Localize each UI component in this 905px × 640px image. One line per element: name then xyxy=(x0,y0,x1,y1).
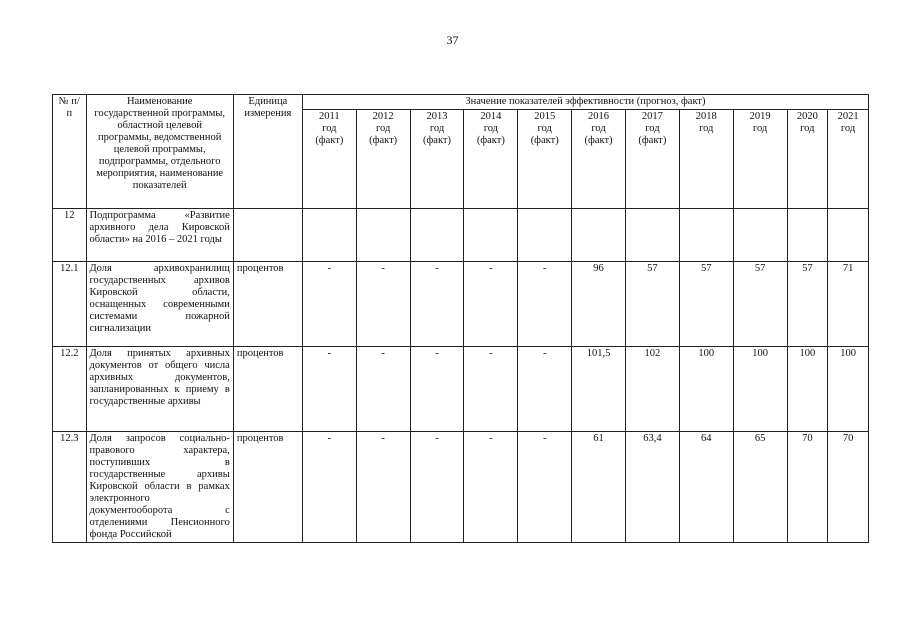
row-value: 57 xyxy=(625,262,679,347)
row-value xyxy=(787,209,828,262)
row-unit: процентов xyxy=(233,432,302,543)
row-value: - xyxy=(356,432,410,543)
year-kind: (факт) xyxy=(638,135,667,146)
row-name: Доля запросов социально-правового характера, поступивших в государственные архивы Кировской области в рамках электронного документооборота с отделениями Пенсионного фонда Российской xyxy=(86,432,233,543)
row-value: 57 xyxy=(733,262,787,347)
row-value: 100 xyxy=(787,347,828,432)
year-label: 2015 xyxy=(534,111,556,122)
row-value: 63,4 xyxy=(625,432,679,543)
row-value: 100 xyxy=(679,347,733,432)
header-group: Значение показателей эффективности (прогноз, факт) xyxy=(302,95,868,110)
header-year-cell xyxy=(828,110,869,209)
row-value: 65 xyxy=(733,432,787,543)
year-label: 2013 xyxy=(426,111,448,122)
header-year-cell xyxy=(625,110,679,209)
row-value xyxy=(464,209,518,262)
row-value: - xyxy=(356,347,410,432)
year-label: 2014 xyxy=(480,111,502,122)
row-value xyxy=(679,209,733,262)
year-label: 2011 xyxy=(319,111,340,122)
row-value xyxy=(733,209,787,262)
header-year-cell xyxy=(464,110,518,209)
row-value: - xyxy=(410,347,464,432)
row-value xyxy=(356,209,410,262)
year-label: 2018 xyxy=(695,111,717,122)
row-unit: процентов xyxy=(233,262,302,347)
row-name: Доля принятых архивных документов от общего числа архивных документов, запланированных к приему в государственные архивы xyxy=(86,347,233,432)
header-year-cell xyxy=(356,110,410,209)
year-kind: (факт) xyxy=(315,135,344,146)
row-value: - xyxy=(302,432,356,543)
row-value: 70 xyxy=(828,432,869,543)
header-year-cell xyxy=(410,110,464,209)
year-kind: (факт) xyxy=(584,135,613,146)
table-row xyxy=(53,432,869,543)
row-value: 100 xyxy=(828,347,869,432)
row-value: - xyxy=(518,262,572,347)
header-year-cell xyxy=(572,110,626,209)
row-unit xyxy=(233,209,302,262)
row-num: 12.2 xyxy=(53,347,87,432)
row-value: 70 xyxy=(787,432,828,543)
header-year-cell xyxy=(787,110,828,209)
year-sub: год xyxy=(376,123,391,134)
year-sub: год xyxy=(537,123,552,134)
row-value: - xyxy=(518,432,572,543)
year-sub: год xyxy=(645,123,660,134)
year-label: 2012 xyxy=(372,111,394,122)
header-year-cell xyxy=(518,110,572,209)
row-value: 71 xyxy=(828,262,869,347)
year-label: 2019 xyxy=(749,111,771,122)
year-sub: год xyxy=(322,123,337,134)
row-value: - xyxy=(410,432,464,543)
header-year-cell xyxy=(733,110,787,209)
row-value: 96 xyxy=(572,262,626,347)
row-value: 101,5 xyxy=(572,347,626,432)
year-sub: год xyxy=(483,123,499,134)
row-value: - xyxy=(302,347,356,432)
row-value: 61 xyxy=(572,432,626,543)
year-sub: год xyxy=(429,123,445,134)
table-row xyxy=(53,262,869,347)
row-name: Подпрограмма «Развитие архивного дела Кировской области» на 2016 – 2021 годы xyxy=(86,209,233,262)
row-value: - xyxy=(410,262,464,347)
row-value xyxy=(625,209,679,262)
year-kind: (факт) xyxy=(369,135,398,146)
year-sub: год xyxy=(800,123,815,134)
row-value: - xyxy=(464,432,518,543)
row-num: 12.3 xyxy=(53,432,87,543)
row-value: 64 xyxy=(679,432,733,543)
header-unit: Единица измерения xyxy=(233,95,302,209)
row-value: - xyxy=(464,347,518,432)
year-sub: год xyxy=(699,123,714,134)
page-number: 37 xyxy=(446,33,459,47)
header-year-cell xyxy=(679,110,733,209)
row-num: 12.1 xyxy=(53,262,87,347)
year-kind: (факт) xyxy=(530,135,559,146)
year-label: 2016 xyxy=(588,111,610,122)
year-kind: (факт) xyxy=(476,135,505,146)
row-value: 57 xyxy=(787,262,828,347)
year-sub: год xyxy=(591,123,606,134)
row-name: Доля архивохранилищ государственных архивов Кировской области, оснащенных современными системами пожарной сигнализации xyxy=(86,262,233,347)
row-value: - xyxy=(356,262,410,347)
row-value: 100 xyxy=(733,347,787,432)
row-num: 12 xyxy=(53,209,87,262)
row-value: - xyxy=(464,262,518,347)
table-row xyxy=(53,347,869,432)
header-name: Наименование государственной программы, областной целевой программы, ведомственной целевой программы, подпрограммы, отдельного мероприятия, наименование показателей xyxy=(86,95,233,209)
year-sub: год xyxy=(840,123,856,134)
year-kind: (факт) xyxy=(423,135,452,146)
row-value xyxy=(572,209,626,262)
row-value xyxy=(518,209,572,262)
row-value xyxy=(302,209,356,262)
header-num: № п/п xyxy=(53,95,87,209)
year-label: 2020 xyxy=(796,111,818,122)
row-value: - xyxy=(302,262,356,347)
year-sub: год xyxy=(752,123,768,134)
row-value: 102 xyxy=(625,347,679,432)
header-year-cell xyxy=(302,110,356,209)
row-value xyxy=(828,209,869,262)
performance-indicators-table xyxy=(52,94,869,543)
header-row-top xyxy=(53,95,869,110)
year-label: 2021 xyxy=(837,111,859,122)
row-value: - xyxy=(518,347,572,432)
table-row xyxy=(53,209,869,262)
year-label: 2017 xyxy=(641,111,663,122)
row-value: 57 xyxy=(679,262,733,347)
row-value xyxy=(410,209,464,262)
row-unit: процентов xyxy=(233,347,302,432)
